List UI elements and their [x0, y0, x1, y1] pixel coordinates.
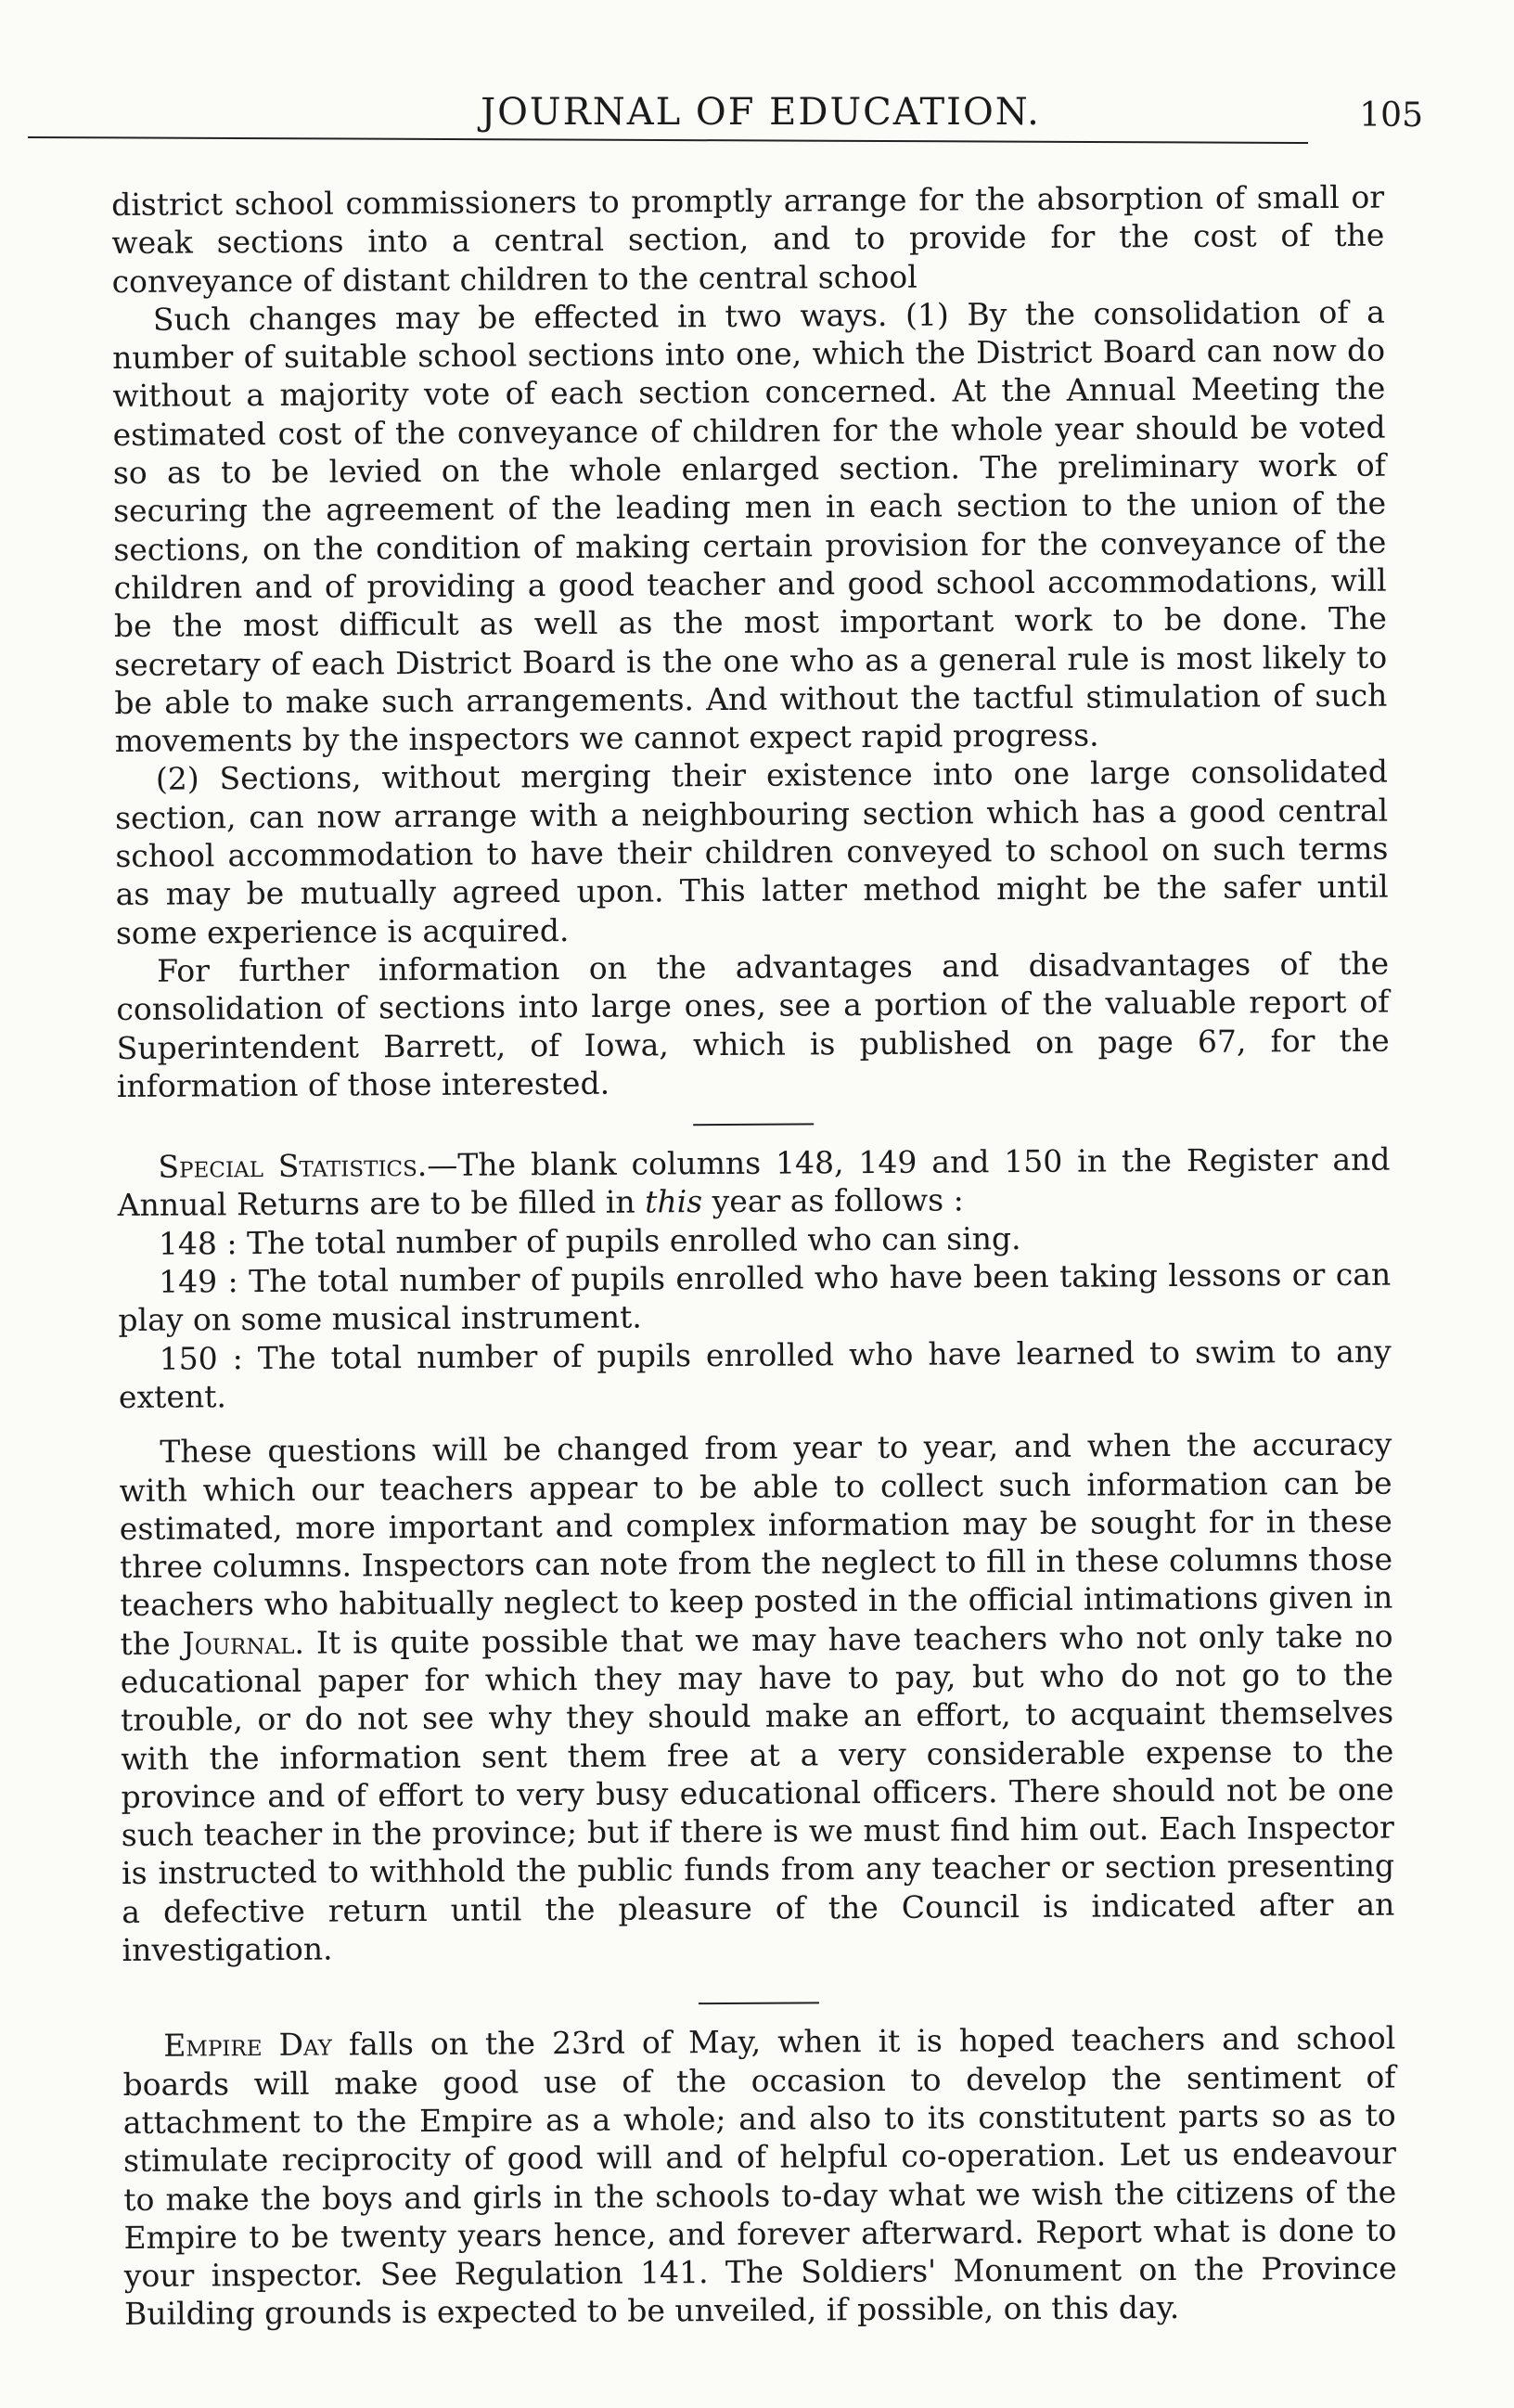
column-149-item: 149 : The total number of pupils enrolled who have been taking lessons or can play on some musical instrument.: [118, 1256, 1392, 1339]
running-header: [111, 91, 1423, 156]
column-148-item: 148 : The total number of pupils enrolled who can sing.: [158, 1219, 1021, 1262]
paragraph-further-information: For further information on the advantages and disadvantages of the consolidation of sections into large ones, see a portion of the valuable report of Superintendent Barrett, of Iowa, which is published on page 67, for the information of those interested.: [116, 945, 1390, 1104]
paragraph-empire-day: [122, 2019, 1397, 2334]
article-body: [111, 178, 1397, 2334]
special-statistics-intro: [117, 1140, 1390, 1225]
paragraph-consolidation: Such changes may be effected in two ways. (1) By the consolidation of a number of suitable school sections into one, which the District Board can now do without a majority vote of each section concerned. At the Annual Meeting the estimated cost of the conveyance of children for the whole year should be voted so as to be levied on the whole enlarged section. The preliminary work of securing the agreement of the leading men in each section to the union of the sections, on the condition of making certain provision for the conveyance of the children and of providing a good teacher and good school accommodations, will be the most difficult as well as the most important work to be done. The secretary of each District Board is the one who as a general rule is most likely to be able to make such arrangements. And without the tactful stimulation of such movements by the inspectors we cannot expect rapid progress.: [112, 293, 1388, 760]
questions-text-b: It is quite possible that we may have teachers who not only take no educational paper for which they may have to pay, but who do not go to the trouble, or do not see why they should make an effort, to acquaint themselves with the information sent them free at a very considerable expense to the province and of effort to very busy educational officers. There should not be one such teacher in the province; but if there is we must find him out. Each Inspector is instructed to withhold the public funds from any teacher or section presenting a defective return until the pleasure of the Council is indicated after an investigation.: [120, 1617, 1395, 1969]
paragraph-neighbouring-sections: (2) Sections, without merging their existence into one large consolidated section, can now arrange with a neighbouring section which has a good central school accommodation to have their children conveyed to school on such terms as may be mutually agreed upon. This latter method might be the safer until some experience is acquired.: [115, 753, 1389, 951]
questions-text-a: These questions will be changed from year to year, and when the accuracy with which our teachers appear to be able to collect such information can be estimated, more important and complex information may be sought for in these three columns. Inspectors can note from the neglect to fill in these columns those teachers who habitually neglect to keep posted in the official intimations given in the: [119, 1425, 1393, 1662]
column-150-item: 150 : The total number of pupils enrolled who have learned to swim to any extent.: [118, 1333, 1392, 1415]
paragraph-continuation: district school commissioners to promptly arrange for the absorption of small or weak sections into a central section, and to provide for the cost of the conveyance of distant children to the central school: [111, 178, 1385, 300]
empire-day-heading: Empire Day: [163, 2026, 333, 2065]
empire-day-text: falls on the 23rd of May, when it is hoped teachers and school boards will make good use of the occasion to develop the sentiment of attachment to the Empire as a whole; and also to its constitutent parts so as to stimulate reciprocity of good will and of helpful co-operation. Let us endeavour to make the boys and girls in the schools to-day what we wish the citizens of the Empire to be twenty years hence, and forever afterward. Report what is done to your inspector. See Regulation 141. The Soldiers' Monument on the Province Building grounds is expected to be unveiled, if possible, on this day.: [122, 2019, 1397, 2333]
emphasis-this: this: [645, 1183, 703, 1220]
paragraph-questions: [119, 1425, 1395, 1970]
journal-word: Journal.: [182, 1624, 305, 1662]
section-divider: [693, 1124, 814, 1127]
page-number: 105: [1359, 97, 1423, 135]
special-statistics-heading: Special Statistics.: [158, 1147, 428, 1185]
special-statistics-intro-text: —The blank columns 148, 149 and 150 in the Register and Annual Returns are to be filled in: [117, 1140, 1391, 1224]
section-divider: [699, 2002, 819, 2005]
special-statistics-intro-end: year as follows :: [712, 1181, 964, 1220]
journal-title: JOURNAL OF EDUCATION.: [481, 91, 1041, 134]
